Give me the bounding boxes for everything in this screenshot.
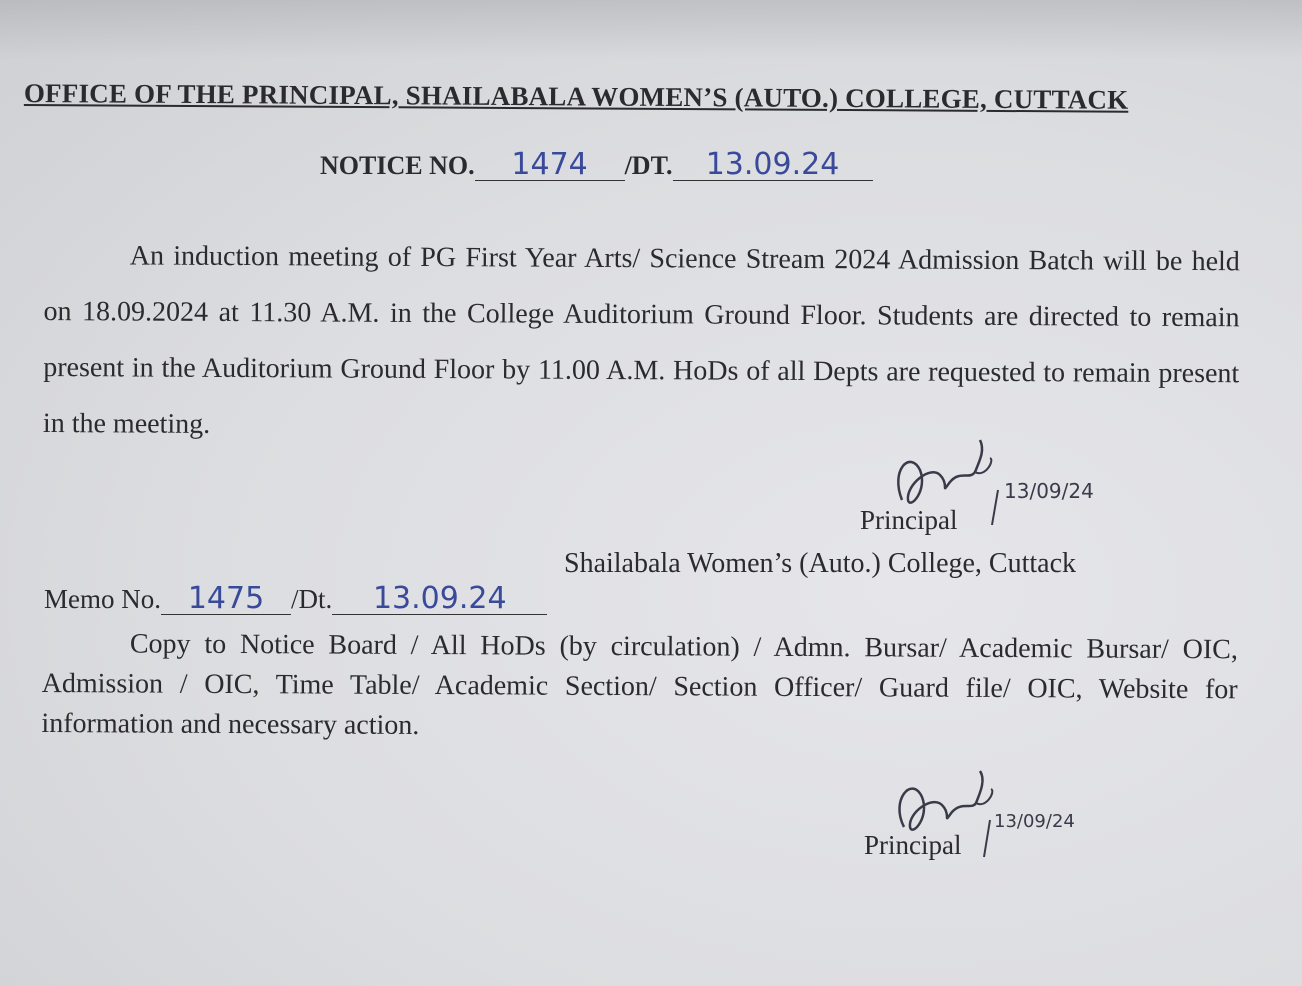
notice-label: NOTICE NO. [320,151,475,180]
principal-label-2: Principal [864,830,962,860]
memo-label: Memo No. [44,584,161,614]
page-shadow [0,0,1302,60]
signature-1-date: 13/09/24 [1004,479,1094,503]
college-name: Shailabala Women’s (Auto.) College, Cuttack [564,548,1077,579]
notice-number: 1474 [475,150,625,181]
copy-text: Copy to Notice Board / All HoDs (by circulation) / Admn. Bursar/ Academic Bursar/ OIC, Admission / OIC, Time Table/ Academic Section/ Section Officer/ Guard file/ OIC, Website for information and necessary action. [41,628,1238,741]
notice-date: 13.09.24 [673,150,873,181]
notice-number-line [320,147,873,182]
memo-number-line [44,581,547,616]
notice-paragraph: An induction meeting of PG First Year Arts/ Science Stream 2024 Admission Batch will be held on 18.09.2024 at 11.30 A.M. in the College Auditorium Ground Floor. Students are directed to remain present in the Auditorium Ground Floor by 11.00 A.M. HoDs of all Depts are requested to remain present in the meeting. [42,240,1240,440]
memo-number: 1475 [161,584,291,615]
office-header: OFFICE OF THE PRINCIPAL, SHAILABALA WOMEN’S (AUTO.) COLLEGE, CUTTACK [23,78,1129,115]
notice-date-label: /DT. [624,151,673,180]
memo-date: 13.09.24 [332,584,547,615]
signature-2-date: 13/09/24 [994,811,1075,832]
memo-date-label: /Dt. [291,584,333,614]
notice-body [43,228,1240,458]
principal-label-1: Principal [860,505,958,535]
copy-to-block [41,624,1238,750]
